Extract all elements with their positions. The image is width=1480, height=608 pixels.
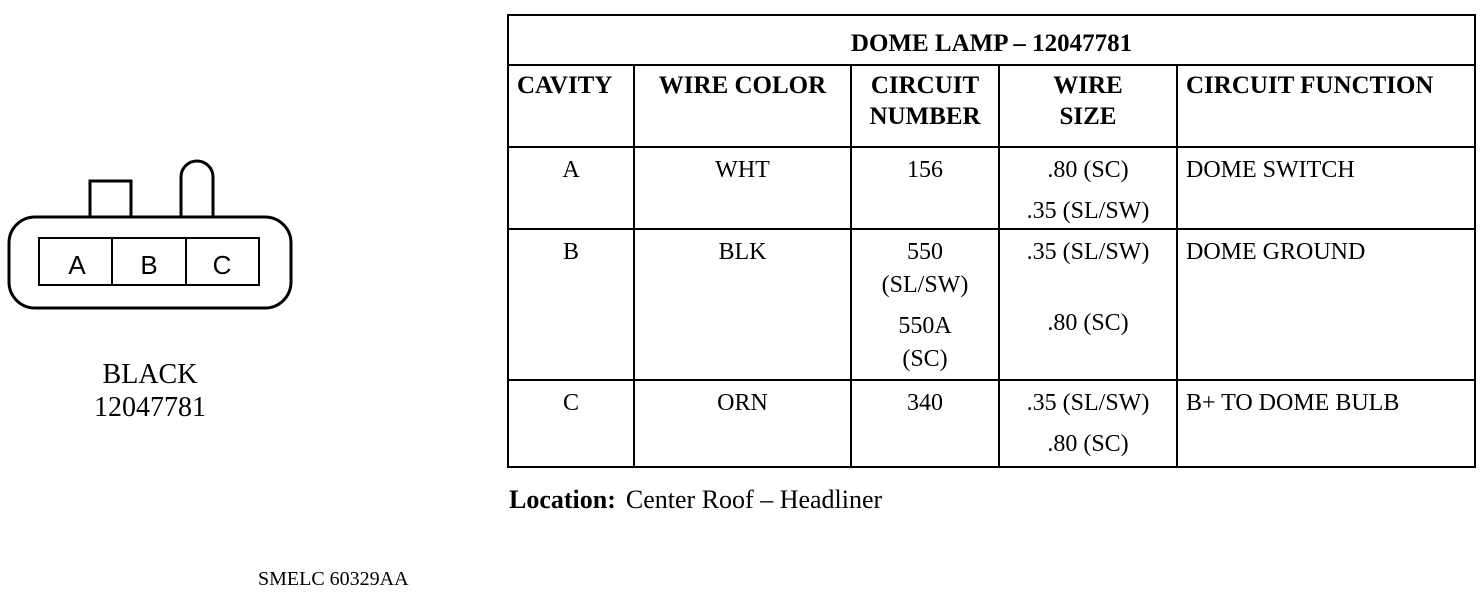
header-circuit-number-line2: NUMBER <box>869 103 981 130</box>
cell-cavity: A <box>508 147 634 229</box>
connector-outline <box>0 150 300 320</box>
pinout-table <box>507 14 1476 468</box>
header-circuit-function: CIRCUIT FUNCTION <box>1177 65 1475 147</box>
wire-size-value: .35 (SL/SW) <box>1026 390 1150 416</box>
header-circuit-number-line1: CIRCUIT <box>870 72 980 99</box>
cell-circuit-number <box>851 147 999 229</box>
cell-circuit-number <box>851 229 999 380</box>
table-title: DOME LAMP – 12047781 <box>508 15 1475 65</box>
wire-size-value: .80 (SC) <box>1047 310 1129 336</box>
header-wire-size-line2: SIZE <box>1059 103 1117 130</box>
circuit-number-value: 550 <box>907 239 943 265</box>
cavity-label-a: A <box>68 250 86 280</box>
header-wire-color: WIRE COLOR <box>634 65 851 147</box>
circuit-number-value: 156 <box>907 157 943 183</box>
cell-circuit-function: B+ TO DOME BULB <box>1177 380 1475 467</box>
cavity-label-b: B <box>140 250 158 280</box>
figure-code: SMELC 60329AA <box>258 568 409 590</box>
circuit-number-value: 550A <box>898 313 952 339</box>
cell-wire-color: WHT <box>634 147 851 229</box>
cell-circuit-function: DOME SWITCH <box>1177 147 1475 229</box>
header-circuit-number <box>851 65 999 147</box>
location-label: Location: <box>509 485 616 514</box>
connector-latch-tab <box>181 161 213 219</box>
cell-circuit-function: DOME GROUND <box>1177 229 1475 380</box>
circuit-number-value: 340 <box>907 390 943 416</box>
location-value: Center Roof – Headliner <box>625 485 883 514</box>
header-wire-size <box>999 65 1177 147</box>
location-note <box>509 485 882 515</box>
connector-part-number: 12047781 <box>94 392 206 423</box>
cell-cavity: C <box>508 380 634 467</box>
table-header-row <box>508 65 1475 147</box>
connector-square-tab <box>90 181 131 219</box>
wire-size-value: .80 (SC) <box>1047 157 1129 183</box>
cell-wire-size <box>999 147 1177 229</box>
circuit-number-value: (SC) <box>902 346 948 372</box>
header-wire-size-line1: WIRE <box>1053 72 1123 99</box>
table-row <box>508 229 1475 380</box>
wire-size-value: .80 (SC) <box>1047 431 1129 457</box>
cell-wire-size <box>999 229 1177 380</box>
connector-diagram <box>0 150 300 320</box>
connector-color: BLACK <box>102 359 198 390</box>
table-row <box>508 147 1475 229</box>
circuit-number-value: (SL/SW) <box>881 272 969 298</box>
cell-circuit-number <box>851 380 999 467</box>
header-cavity: CAVITY <box>508 65 634 147</box>
table-row <box>508 380 1475 467</box>
cell-wire-color: ORN <box>634 380 851 467</box>
cell-wire-size <box>999 380 1177 467</box>
cell-wire-color: BLK <box>634 229 851 380</box>
cell-cavity: B <box>508 229 634 380</box>
wire-size-value: .35 (SL/SW) <box>1026 239 1150 265</box>
wire-size-value: .35 (SL/SW) <box>1026 198 1150 224</box>
cavity-label-c: C <box>212 250 232 280</box>
